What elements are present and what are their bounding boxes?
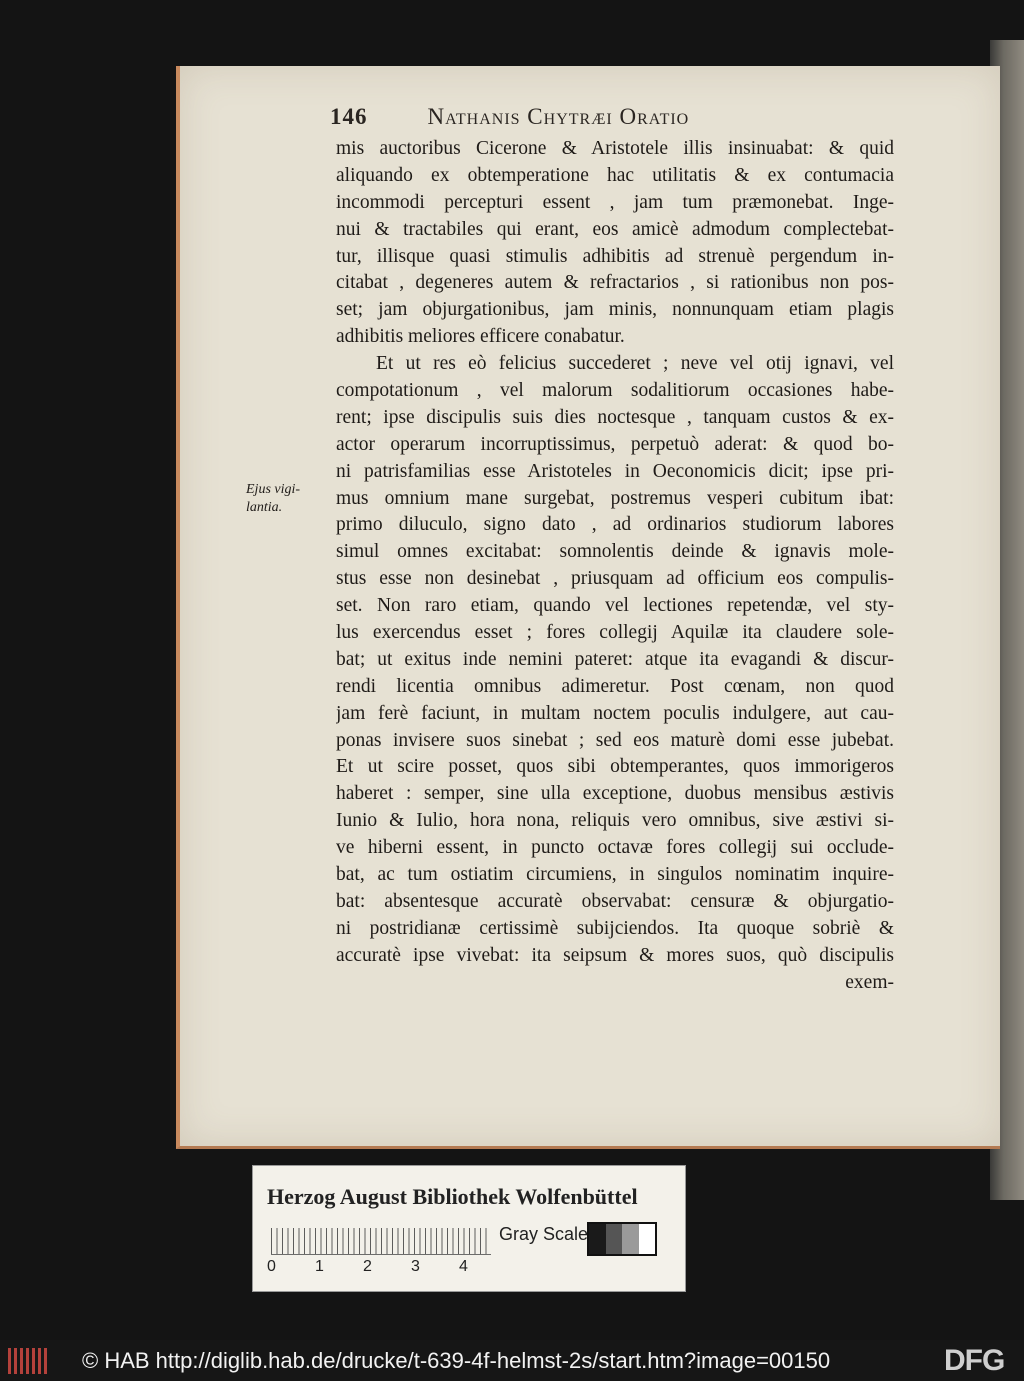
gray-scale-label: Gray Scale: [499, 1224, 589, 1244]
catchword: exem-: [845, 971, 894, 993]
gray-swatch: [589, 1224, 606, 1254]
text-line: Iunio & Iulio, hora nona, reliquis vero omnibus, sive æstivi si-: [336, 810, 894, 832]
text-line: ni patrisfamilias esse Aristoteles in Oeconomicis dicit; ipse pri-: [336, 460, 894, 482]
ruler-labels: [267, 1258, 507, 1276]
text-line: set. Non raro etiam, quando vel lectiones repetendæ, vel sty-: [336, 595, 894, 617]
text-line: bat: absentesque accuratè observabat: censuræ & objurgatio-: [336, 890, 894, 912]
text-line: ve hiberni essent, in puncto octavæ fores collegij sui occlude-: [336, 837, 894, 859]
gray-swatch: [639, 1224, 656, 1254]
ruler-number: 1: [315, 1258, 324, 1275]
text-line: nui & tractabiles qui erant, eos amicè admodum complectebat-: [336, 218, 894, 240]
text-line: ponas invisere suos sinebat ; sed eos maturè domi esse jubebat.: [336, 729, 894, 751]
text-line: Et ut res eò felicius succederet ; neve vel otij ignavi, vel: [376, 353, 894, 375]
margin-note: [246, 481, 332, 517]
body-text: [336, 136, 894, 997]
text-line: tur, illisque quasi stimulis adhibitis ad strenuè pergendum in-: [336, 245, 894, 267]
text-line: set; jam objurgationibus, jam minis, nonnunquam etiam plagis: [336, 299, 894, 321]
ruler-number: 0: [267, 1258, 276, 1275]
text-line: jam ferè faciunt, in multam noctem poculis indulgere, aut cau-: [336, 702, 894, 724]
ruler-number: 3: [411, 1258, 420, 1275]
text-line: compotationum , vel malorum sodalitiorum occasiones habe-: [336, 380, 894, 402]
viewer-footer: [0, 1340, 1024, 1381]
text-line: actor operarum incorruptissimus, perpetuò aderat: & quod bo-: [336, 433, 894, 455]
color-calibration-card: [252, 1165, 686, 1292]
text-line: incommodi percepturi essent , jam tum præmonebat. Inge-: [336, 191, 894, 213]
book-page: [176, 66, 1000, 1149]
page-number: 146: [330, 104, 368, 129]
gray-scale-swatches: [587, 1222, 657, 1256]
text-line: mus omnium mane surgebat, postremus vesperi cubitum ibat:: [336, 487, 894, 509]
text-line: Et ut scire posset, quos sibi obtemperantes, quos immorigeros: [336, 756, 894, 778]
text-line: accuratè ipse vivebat: ita seipsum & mores suos, quò discipulis: [336, 944, 894, 966]
gray-swatch: [622, 1224, 639, 1254]
text-line: ni postridianæ certissimè subijciendos. Ita quoque sobriè &: [336, 917, 894, 939]
text-line: rent; ipse discipulis suis dies noctesque , tanquam custos & ex-: [336, 406, 894, 428]
dfg-logo: DFG: [944, 1344, 1005, 1377]
text-line: haberet : semper, sine ulla exceptione, duobus mensibus æstivis: [336, 783, 894, 805]
text-line: bat; ut exitus inde nemini pateret: atque ita evagandi & discur-: [336, 648, 894, 670]
ruler-number: 2: [363, 1258, 372, 1275]
text-line: adhibitis meliores efficere conabatur.: [336, 326, 625, 348]
text-line: rendi licentia omnibus adimeretur. Post cœnam, non quod: [336, 675, 894, 697]
text-line: citabat , degeneres autem & refractarios , si rationibus non pos-: [336, 272, 894, 294]
text-line: simul omnes excitabat: somnolentis deinde & ignavis mole-: [336, 541, 894, 563]
scale-ruler: [271, 1228, 491, 1255]
text-line: primo diluculo, signo dato , ad ordinarios studiorum labores: [336, 514, 894, 536]
ruler-number: 4: [459, 1258, 468, 1275]
copyright-url: © HAB http://diglib.hab.de/drucke/t-639-4f-helmst-2s/start.htm?image=00150: [82, 1348, 831, 1373]
text-line: aliquando ex obtemperatione hac utilitatis & ex contumacia: [336, 164, 894, 186]
text-line: stus esse non desinebat , priusquam ad officium eos compulis-: [336, 568, 894, 590]
hab-logo-icon: [8, 1348, 50, 1374]
text-line: lus exercendus esset ; fores collegij Aquilæ ita claudere sole-: [336, 622, 894, 644]
margin-note-line: Ejus vigi-: [246, 482, 301, 497]
margin-note-line: lantia.: [246, 500, 283, 515]
text-line: bat, ac tum ostiatim circumiens, in singulos nominatim inquire-: [336, 864, 894, 886]
text-line: mis auctoribus Cicerone & Aristotele illis insinuabat: & quid: [336, 138, 894, 159]
gray-swatch: [606, 1224, 623, 1254]
running-head: Nathanis Chytræi Oratio: [427, 104, 690, 129]
library-name: Herzog August Bibliothek Wolfenbüttel: [267, 1184, 638, 1209]
page-header: [330, 104, 750, 130]
